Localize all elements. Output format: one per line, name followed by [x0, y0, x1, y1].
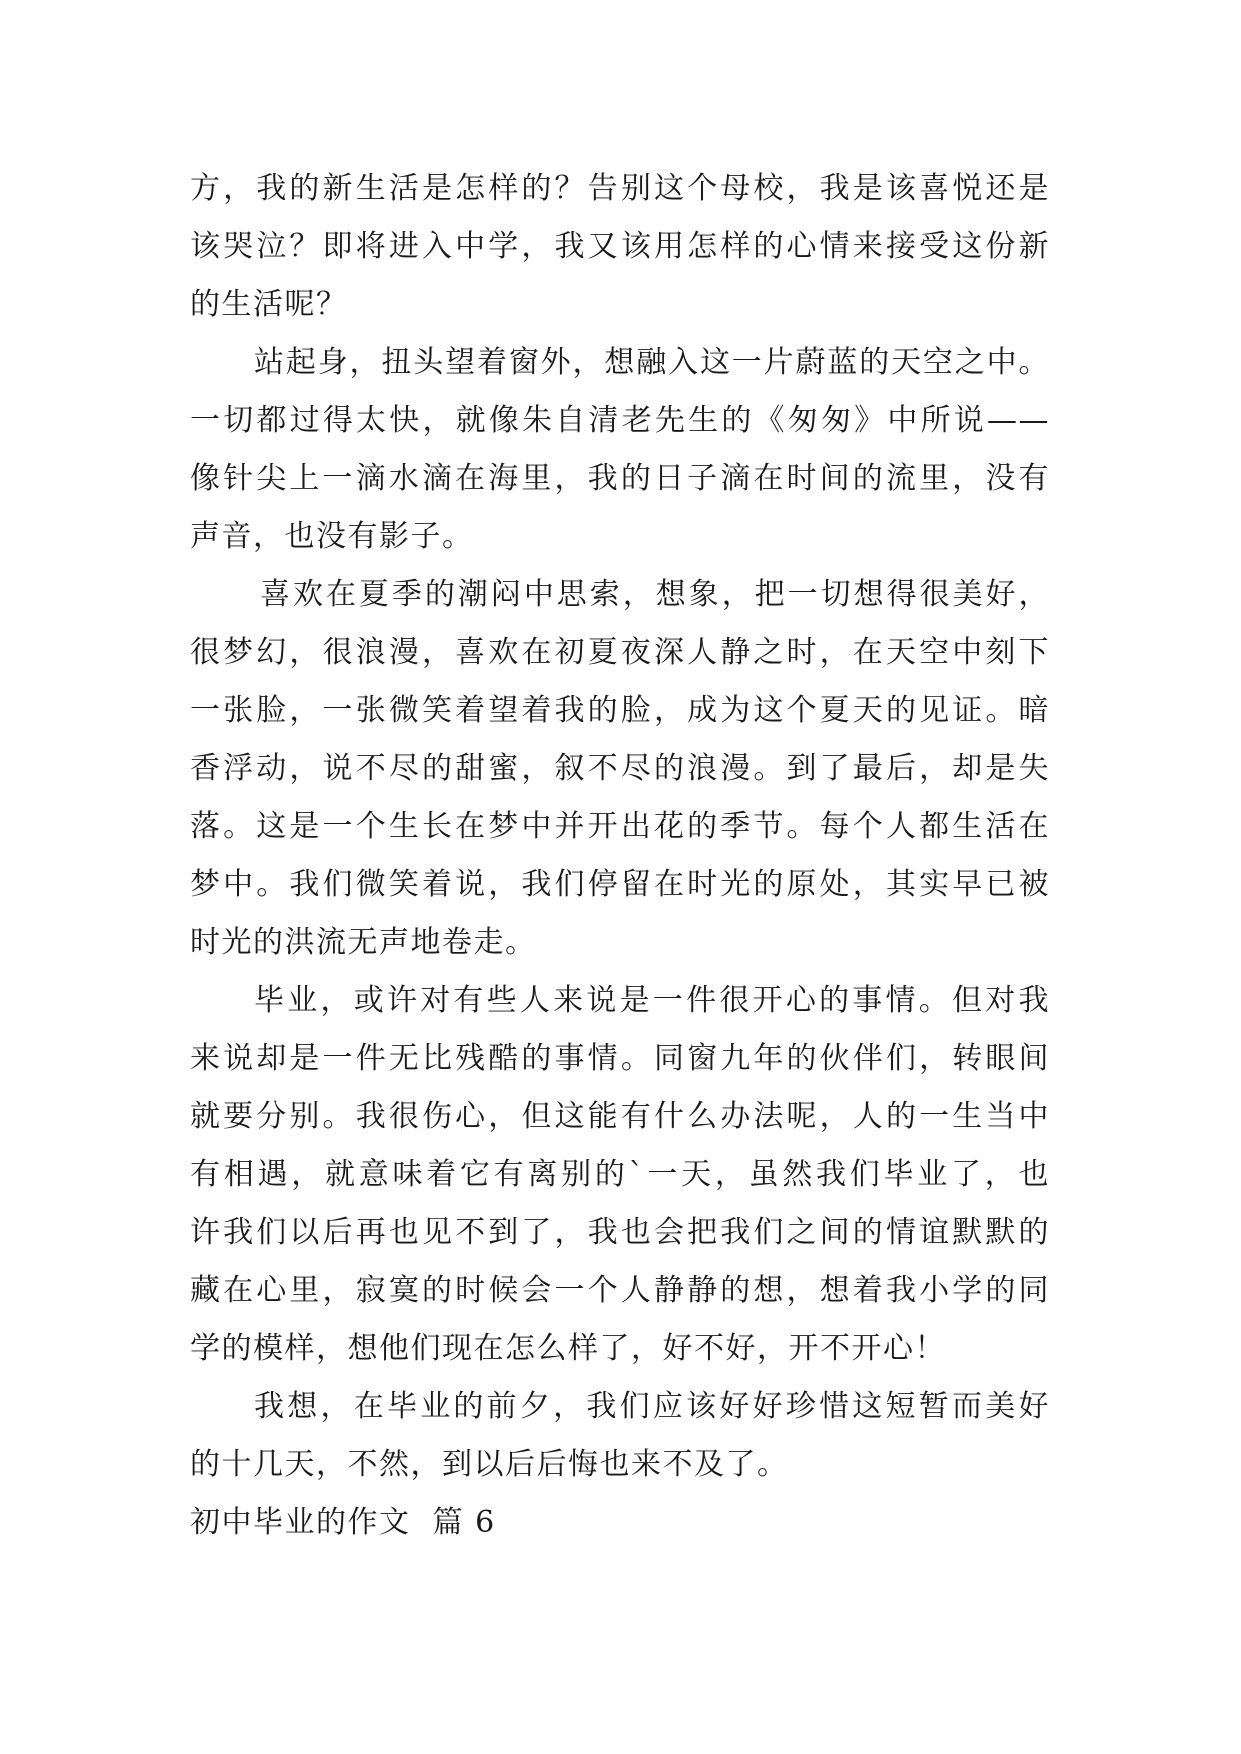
- text-line: 来说却是一件无比残酷的事情。同窗九年的伙伴们，转眼间: [190, 1041, 1050, 1076]
- text-line: 有相遇，就意味着它有离别的`一天，虽然我们毕业了，也: [190, 1157, 1050, 1192]
- text-line: 许我们以后再也见不到了，我也会把我们之间的情谊默默的: [190, 1215, 1050, 1250]
- text-line: 就要分别。我很伤心，但这能有什么办法呢，人的一生当中: [190, 1099, 1050, 1134]
- text-line: 站起身，扭头望着窗外，想融入这一片蔚蓝的天空之中。: [254, 345, 1050, 380]
- text-line: 藏在心里，寂寞的时候会一个人静静的想，想着我小学的同: [190, 1273, 1050, 1308]
- text-line: 像针尖上一滴水滴在海里，我的日子滴在时间的流里，没有: [190, 461, 1050, 496]
- text-line: 一张脸，一张微笑着望着我的脸，成为这个夏天的见证。暗: [190, 693, 1050, 728]
- text-line: 声音，也没有影子。: [190, 519, 474, 554]
- text-line: 梦中。我们微笑着说，我们停留在时光的原处，其实早已被: [190, 867, 1050, 902]
- paragraph: [190, 160, 1050, 334]
- text-line: 很梦幻，很浪漫，喜欢在初夏夜深人静之时，在天空中刻下: [190, 635, 1050, 670]
- text-line: 香浮动，说不尽的甜蜜，叙不尽的浪漫。到了最后，却是失: [190, 751, 1050, 786]
- text-line: 落。这是一个生长在梦中并开出花的季节。每个人都生活在: [190, 809, 1050, 844]
- document-body: [190, 160, 1050, 1552]
- text-line: 时光的洪流无声地卷走。: [190, 925, 537, 960]
- text-line: 的生活呢？: [190, 287, 348, 322]
- section-heading: 初中毕业的作文 篇 6: [190, 1505, 496, 1540]
- text-line: 的十几天，不然，到以后后悔也来不及了。: [190, 1447, 789, 1482]
- text-line: 一切都过得太快，就像朱自清老先生的《匆匆》中所说——: [190, 403, 1050, 438]
- paragraph: [190, 1378, 1050, 1494]
- text-line: 我想，在毕业的前夕，我们应该好好珍惜这短暂而美好: [254, 1389, 1050, 1424]
- text-line: 学的模样，想他们现在怎么样了，好不好，开不开心！: [190, 1331, 946, 1366]
- paragraph: [190, 566, 1050, 972]
- paragraph: [190, 972, 1050, 1378]
- paragraph: [190, 334, 1050, 566]
- text-line: 方，我的新生活是怎样的？告别这个母校，我是该喜悦还是: [190, 171, 1050, 206]
- text-line: 喜欢在夏季的潮闷中思索，想象，把一切想得很美好，: [260, 577, 1050, 612]
- text-line: 毕业，或许对有些人来说是一件很开心的事情。但对我: [254, 983, 1050, 1018]
- text-line: 该哭泣？即将进入中学，我又该用怎样的心情来接受这份新: [190, 229, 1050, 264]
